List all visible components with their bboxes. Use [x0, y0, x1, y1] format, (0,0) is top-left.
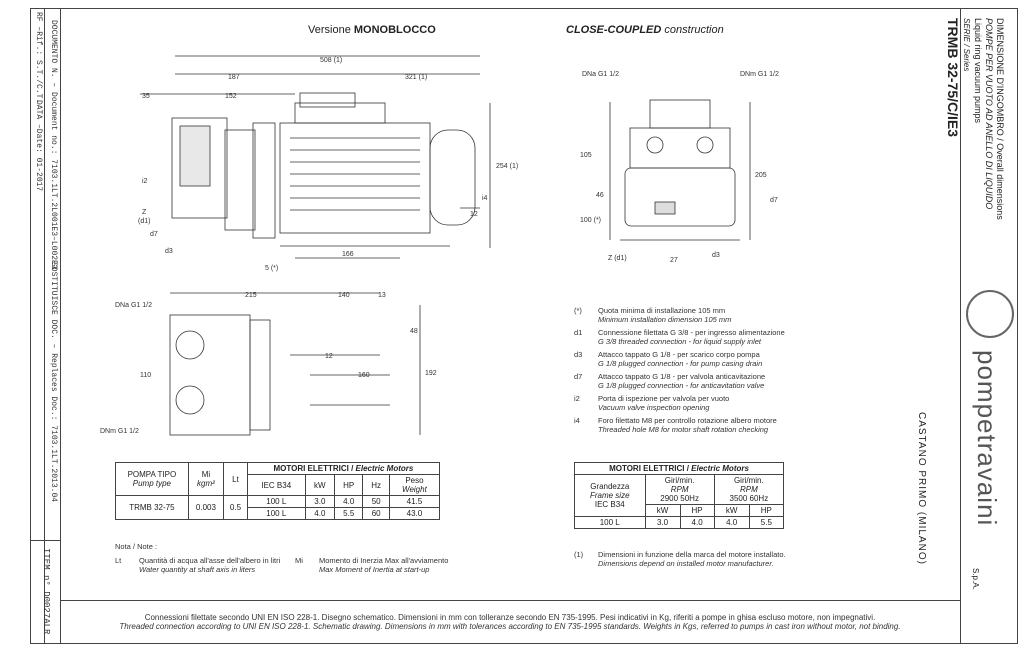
title-line-3: Liquid ring vacuum pumps — [973, 18, 983, 124]
label-d1: (d1) — [138, 218, 151, 225]
document-number: DOCUMENTO N. – Document no.: 7103.1LT.2L001E3–L002E3 — [49, 20, 58, 270]
dim-152: 152 — [225, 93, 237, 100]
motor-rpm-table: MOTORI ELETTRICI / Electric Motors Grandezza Frame size IEC B34 Giri/min. RPM 2900 50Hz Giri/min. RPM 3500 60Hz kW HP kW HP 100 L 3.0 4.0 4.0 5.5 — [574, 462, 784, 529]
pump-motor-table — [115, 462, 440, 520]
dim-13: 13 — [378, 292, 386, 299]
dim-35: 35 — [142, 93, 150, 100]
nota-title: Nota / Note : — [115, 542, 158, 551]
label-dnm-front: DNm G1 1/2 — [740, 71, 779, 78]
legend — [574, 306, 804, 438]
dim-12-top: 12 — [325, 353, 333, 360]
footer — [60, 613, 960, 631]
dim-46: 46 — [596, 192, 604, 199]
dim-100: 100 (*) — [580, 217, 602, 224]
title-line-2: POMPE PER VUOTO AD ANELLO DI LIQUIDO — [984, 18, 994, 210]
brand-city: CASTANO PRIMO (MILANO) — [916, 412, 927, 565]
dim-187: 187 — [228, 74, 240, 81]
front-view-drawing — [560, 62, 780, 272]
footer-it: Connessioni filettate secondo UNI EN ISO 228-1. Disegno schematico. Dimensioni in mm con tolleranze secondo EN 735-1995. Pesi indicativi in Kg, riferiti a pompe in ghisa escluso motore, non impegnativi. — [144, 613, 876, 622]
dim-5: 5 (*) — [265, 265, 279, 272]
dim-215: 215 — [245, 292, 257, 299]
brand-suffix: S.p.A. — [971, 568, 980, 590]
col-lt: Lt — [224, 463, 248, 496]
col-hp: HP — [334, 475, 363, 496]
dim-166: 166 — [342, 251, 354, 258]
label-d3: d3 — [165, 248, 173, 255]
label-dna-top: DNa G1 1/2 — [115, 302, 152, 309]
replaces-document: SOSTITUISCE DOC. – Replaces Doc.: 7103.1LT.2013.04 — [49, 262, 58, 503]
date-label: DATA –Date: 01-2017 — [34, 100, 43, 192]
col-rpm-60hz: Giri/min. RPM 3500 60Hz — [714, 475, 783, 505]
side-view-drawing — [120, 48, 520, 278]
dim-12: 12 — [470, 211, 478, 218]
label-d7: d7 — [150, 231, 158, 238]
legend-item: d7 Attacco tappato G 1/8 - per valvola anticavitazione G 1/8 plugged connection - for anticavitation valve — [574, 372, 766, 390]
dim-48: 48 — [410, 328, 418, 335]
label-dnm-top: DNm G1 1/2 — [100, 428, 139, 435]
col-weight: Peso Weight — [389, 475, 439, 496]
table-row: TRMB 32-75 0.003 0.5 100 L 3.0 4.0 50 41.5 — [116, 496, 440, 508]
title-line-4: SERIE / Series — [962, 18, 971, 72]
col-motors-2: MOTORI ELETTRICI / Electric Motors — [575, 463, 784, 475]
label-i4: i4 — [482, 195, 488, 202]
dim-205: 205 — [755, 172, 767, 179]
label-dna-front: DNa G1 1/2 — [582, 71, 619, 78]
col-hz: Hz — [363, 475, 389, 496]
footer-divider — [60, 600, 960, 601]
legend-item: (*) Quota minima di installazione 105 mm Minimum installation dimension 105 mm — [574, 306, 732, 324]
col-pump-type: POMPA TIPO Pump type — [116, 463, 189, 496]
dim-192: 192 — [425, 370, 437, 377]
col-iec: IEC B34 — [247, 475, 305, 496]
legend-item: i4 Foro filettato M8 per controllo rotazione albero motore Threaded hole M8 for motor shaft rotation checking — [574, 416, 777, 434]
col-motors: MOTORI ELETTRICI / Electric Motors — [247, 463, 439, 475]
top-view-drawing — [100, 285, 450, 445]
left-strip-divider-2 — [60, 8, 61, 644]
dim-140: 140 — [338, 292, 350, 299]
item-number: ITEM n° D0027ALR — [41, 548, 51, 635]
label-d3-front: d3 — [712, 252, 720, 259]
brand-name: pompetravaini — [972, 350, 1002, 527]
dim-321: 321 (1) — [405, 74, 428, 81]
col-frame-size: Grandezza Frame size IEC B34 — [575, 475, 646, 517]
model-name: TRMB 32-75/C/IE3 — [945, 18, 961, 138]
dim-160: 160 — [358, 372, 370, 379]
dim-508: 508 (1) — [320, 57, 343, 64]
dim-105: 105 — [580, 152, 592, 159]
legend-item: i2 Porta di ispezione per valvola per vuoto Vacuum valve inspection opening — [574, 394, 730, 412]
col-kw: kW — [305, 475, 334, 496]
ref-label: RF –Rif.: S.T./C.T. — [34, 12, 43, 104]
title-close-coupled: CLOSE-COUPLED construction — [566, 24, 724, 36]
label-z-front: Z (d1) — [608, 255, 627, 262]
legend-item: d1 Connessione filettata G 3/8 - per ingresso alimentazione G 3/8 threaded connection - for liquid supply inlet — [574, 328, 785, 346]
label-i2: i2 — [142, 178, 148, 185]
left-strip-item-divider — [30, 540, 60, 541]
footer-en: Threaded connection according to UNI EN ISO 228-1. Schematic drawing. Dimensions in mm with tolerances according to EN 735-1995 standards. Weights in Kgs, referred to pumps in cast iron without motor, not binding. — [119, 622, 901, 631]
legend-item: d3 Attacco tappato G 1/8 - per scarico corpo pompa G 1/8 plugged connection - for pump casing drain — [574, 350, 763, 368]
title-monoblocco: Versione MONOBLOCCO — [308, 24, 436, 36]
col-mi: Mi kgm² — [188, 463, 223, 496]
col-rpm-50hz: Giri/min. RPM 2900 50Hz — [645, 475, 714, 505]
right-title-block — [945, 18, 1005, 220]
table-row: 100 L 4.0 5.5 60 43.0 — [116, 508, 440, 520]
label-d7-front: d7 — [770, 197, 778, 204]
dim-27: 27 — [670, 257, 678, 264]
dim-110: 110 — [140, 372, 152, 379]
brand-logo-icon — [966, 290, 1014, 338]
nota-block: Nota / Note : Lt Quantità di acqua all'asse dell'albero in litri Water quantity at shaft axis in liters Mi Momento di Inerzia Max all'avviamento Max Moment of Inertia at start-up — [115, 542, 455, 574]
table-row: 100 L 3.0 4.0 4.0 5.5 — [575, 517, 784, 529]
title-line-1: DIMENSIONE D'INGOMBRO / Overall dimensions — [995, 18, 1005, 220]
dim-254: 254 (1) — [496, 163, 519, 170]
label-z: Z — [142, 209, 147, 216]
note-1: (1) Dimensioni in funzione della marca del motore installato. Dimensions depend on installed motor manufacturer. — [574, 550, 786, 568]
